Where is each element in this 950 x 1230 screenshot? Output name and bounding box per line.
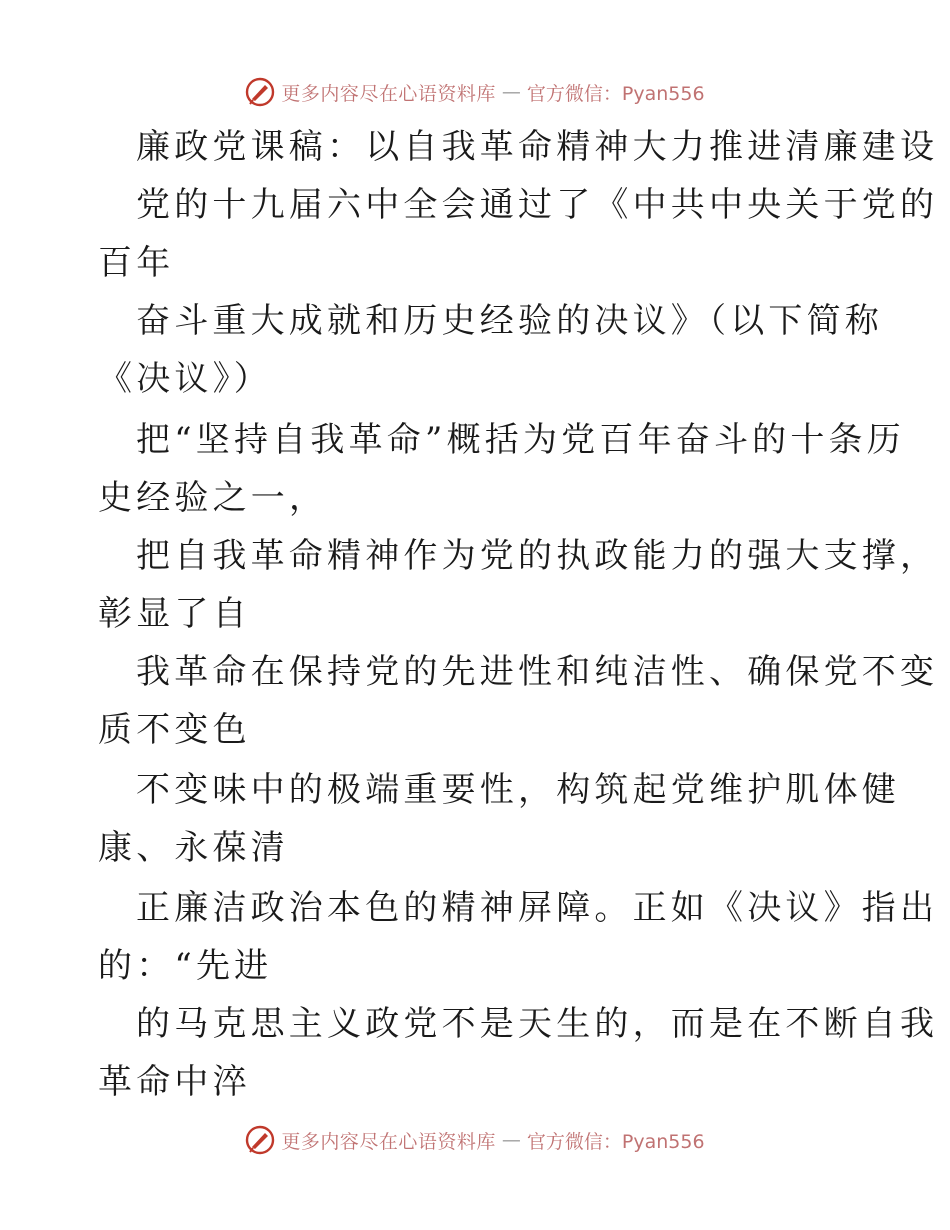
paragraph-line: 把自我革命精神作为党的执政能力的强大支撑，: [136, 536, 939, 576]
paragraph-line: 奋斗重大成就和历史经验的决议》（以下简称: [136, 301, 883, 341]
watermark-dash: —: [501, 1129, 521, 1151]
paragraph-line: 康、永葆清: [98, 828, 289, 868]
paragraph-line: 正廉洁政治本色的精神屏障。正如《决议》指出: [136, 888, 939, 928]
document-title: 廉政党课稿：以自我革命精神大力推进清廉建设: [136, 127, 939, 167]
paragraph-line: 不变味中的极端重要性，构筑起党维护肌体健: [136, 770, 900, 810]
paragraph-line: 我革命在保持党的先进性和纯洁性、确保党不变: [136, 652, 939, 692]
paragraph-line: 的：“先进: [98, 946, 273, 986]
paragraph-line: 的马克思主义政党不是天生的，而是在不断自我: [136, 1004, 939, 1044]
watermark-dash: —: [501, 81, 521, 103]
paragraph-line: 彰显了自: [98, 594, 251, 634]
paragraph-line: 质不变色: [98, 710, 251, 750]
watermark-text: 更多内容尽在心语资料库: [281, 1130, 496, 1153]
paragraph-line: 把“坚持自我革命”概括为党百年奋斗的十条历: [136, 420, 905, 460]
paragraph-line: 史经验之一，: [98, 478, 328, 518]
paragraph-line: 百年: [98, 243, 175, 283]
watermark-text: 更多内容尽在心语资料库: [281, 82, 496, 105]
watermark-wechat: 官方微信：Pyan556: [526, 1130, 705, 1153]
paragraph-line: 《决议》）: [98, 359, 272, 399]
paragraph-line: 革命中淬: [98, 1062, 251, 1102]
quill-pen-circle-icon: [245, 1125, 275, 1155]
footer-watermark: [0, 1120, 950, 1160]
quill-pen-circle-icon: [245, 77, 275, 107]
watermark-wechat: 官方微信：Pyan556: [526, 82, 705, 105]
paragraph-line: 党的十九届六中全会通过了《中共中央关于党的: [136, 185, 939, 225]
header-watermark: [0, 72, 950, 112]
